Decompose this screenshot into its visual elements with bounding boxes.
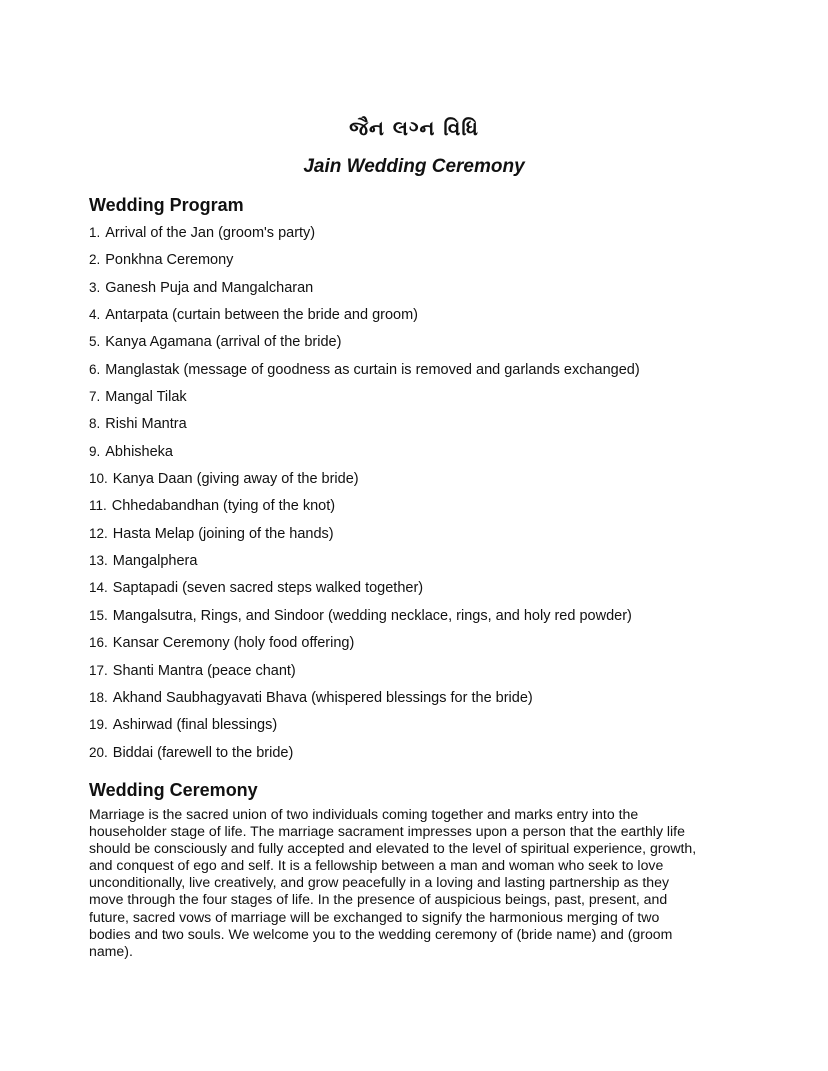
program-list-item (89, 743, 640, 770)
program-item-number: 18. (89, 689, 108, 705)
program-item-number: 14. (89, 580, 108, 596)
program-item-text: Hasta Melap (joining of the hands) (112, 525, 334, 542)
program-item-number: 17. (89, 662, 108, 678)
program-list-item (89, 305, 640, 332)
program-item-text: Manglastak (message of goodness as curtain is removed and garlands exchanged) (105, 361, 640, 378)
ceremony-text-line: move through the four stages of life. In the presence of auspicious beings, past, present, and (89, 891, 668, 908)
program-item-text: Mangalphera (112, 553, 198, 570)
gujarati-title: જૈન લગ્ન વિધિ (349, 116, 479, 140)
program-item-text: Mangal Tilak (105, 389, 187, 406)
program-item-number: 10. (89, 471, 108, 487)
program-item-number: 19. (89, 717, 108, 733)
program-list-item (89, 633, 640, 660)
program-list-item (89, 551, 640, 578)
program-item-text: Akhand Saubhagyavati Bhava (whispered blessings for the bride) (112, 689, 533, 706)
program-item-text: Kansar Ceremony (holy food offering) (112, 635, 355, 652)
program-list-item (89, 278, 640, 305)
wedding-ceremony-heading: Wedding Ceremony (89, 780, 258, 800)
program-list-item (89, 715, 640, 742)
program-item-number: 16. (89, 635, 108, 651)
wedding-program-list (89, 223, 640, 770)
program-item-text: Ponkhna Ceremony (105, 252, 234, 269)
program-list-item (89, 688, 640, 715)
program-item-number: 9. (89, 443, 101, 459)
program-item-number: 1. (89, 225, 101, 240)
program-item-number: 12. (89, 525, 108, 541)
program-list-item (89, 414, 640, 441)
program-list-item (89, 661, 640, 688)
ceremony-text-line: bodies and two souls. We welcome you to the wedding ceremony of (bride name) and (groom (89, 925, 673, 942)
program-item-text: Antarpata (curtain between the bride and groom) (105, 307, 419, 324)
program-item-number: 13. (89, 553, 108, 569)
program-list-item (89, 578, 640, 605)
ceremony-text-line: householder stage of life. The marriage sacrament impresses upon a person that the earthly life (89, 823, 685, 840)
program-list-item (89, 442, 640, 469)
program-list-item (89, 606, 640, 633)
wedding-program-heading: Wedding Program (89, 195, 244, 215)
program-list-item (89, 223, 640, 250)
program-item-number: 15. (89, 607, 108, 623)
ceremony-text-line: unconditionally, live creatively, and grow peacefully in a loving and lasting partnership as they (89, 874, 670, 891)
program-item-text: Biddai (farewell to the bride) (112, 744, 294, 761)
ceremony-text-line: should be consciously and fully accepted and elevated to the level of spiritual experience, growth, (89, 840, 697, 857)
program-item-text: Rishi Mantra (105, 416, 187, 433)
program-list-item (89, 332, 640, 359)
ceremony-text-line: name). (89, 942, 133, 959)
program-item-text: Chhedabandhan (tying of the knot) (111, 498, 336, 515)
program-item-text: Arrival of the Jan (groom's party) (105, 225, 316, 241)
program-item-number: 6. (89, 361, 101, 377)
program-item-number: 3. (89, 279, 101, 295)
program-item-text: Shanti Mantra (peace chant) (112, 662, 296, 679)
ceremony-text-line: future, sacred vows of marriage will be exchanged to signify the harmonious merging of two (89, 908, 660, 925)
program-item-number: 8. (89, 416, 101, 432)
program-item-text: Abhisheka (105, 443, 173, 460)
program-item-number: 4. (89, 307, 101, 323)
program-item-number: 20. (89, 744, 108, 760)
program-item-text: Kanya Agamana (arrival of the bride) (105, 334, 342, 351)
page-title: Jain Wedding Ceremony (303, 156, 525, 177)
program-list-item (89, 387, 640, 414)
program-list-item (89, 524, 640, 551)
program-item-text: Ashirwad (final blessings) (112, 717, 278, 734)
program-item-number: 2. (89, 252, 101, 268)
ceremony-paragraph (89, 806, 749, 960)
program-item-number: 11. (89, 498, 107, 514)
program-item-text: Saptapadi (seven sacred steps walked together) (112, 580, 424, 597)
program-list-item (89, 250, 640, 277)
ceremony-text-line: and conquest of ego and self. It is a fellowship between a man and woman who seek to love (89, 857, 664, 874)
program-item-text: Kanya Daan (giving away of the bride) (112, 471, 359, 488)
program-item-text: Mangalsutra, Rings, and Sindoor (wedding necklace, rings, and holy red powder) (112, 607, 632, 624)
program-list-item (89, 496, 640, 523)
program-item-text: Ganesh Puja and Mangalcharan (105, 279, 314, 296)
program-item-number: 7. (89, 389, 101, 405)
program-item-number: 5. (89, 334, 101, 350)
ceremony-text-line: Marriage is the sacred union of two individuals coming together and marks entry into the (89, 806, 639, 822)
program-list-item (89, 469, 640, 496)
program-list-item (89, 360, 640, 387)
